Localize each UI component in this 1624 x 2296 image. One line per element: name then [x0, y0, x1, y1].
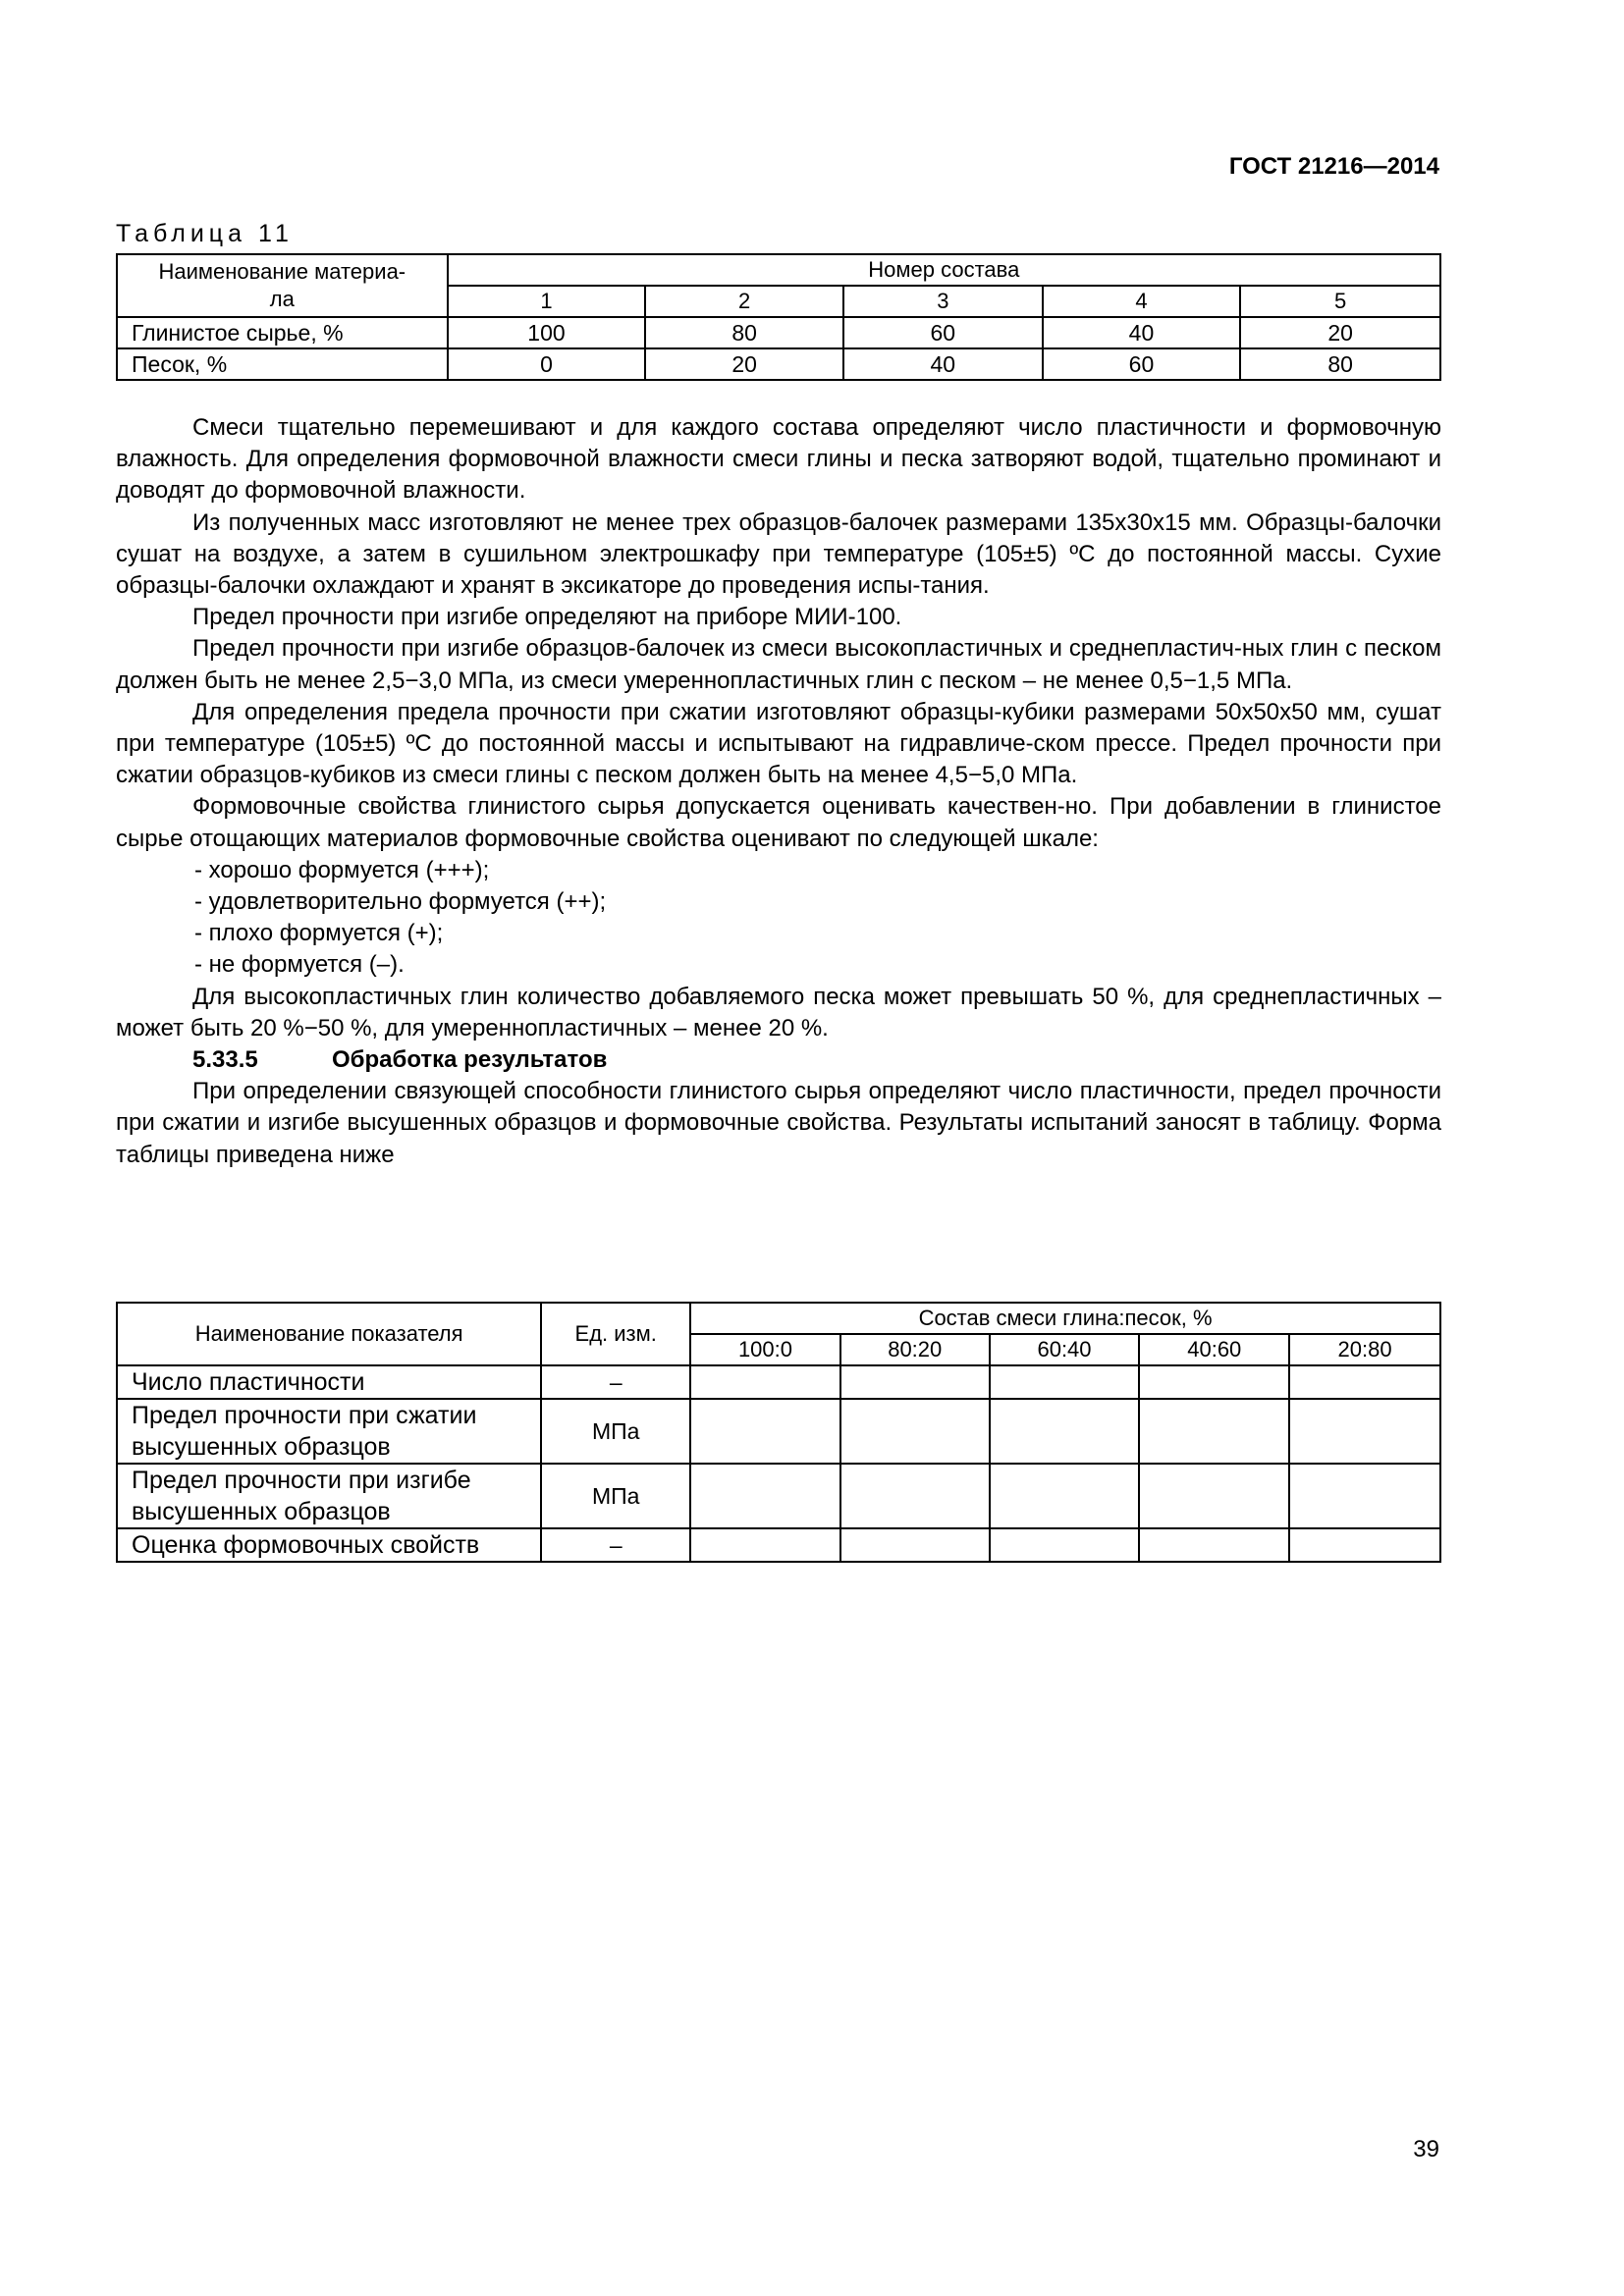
material-header [117, 254, 448, 317]
list-item: - не формуется (–). [194, 951, 405, 979]
table-cell: 40 [843, 348, 1043, 380]
composition-group-header: Номер состава [448, 254, 1440, 286]
unit-cell: – [541, 1528, 690, 1562]
table-11 [116, 253, 1441, 381]
empty-cell [1139, 1528, 1289, 1562]
empty-cell [1139, 1399, 1289, 1464]
composition-number: 4 [1043, 286, 1241, 317]
table-cell: 20 [1240, 317, 1440, 348]
composition-number: 1 [448, 286, 646, 317]
table-header-row [117, 1303, 1440, 1334]
table-cell: 60 [1043, 348, 1241, 380]
material-header-line1: Наименование материа- [158, 259, 406, 284]
ratio-header: 60:40 [990, 1334, 1140, 1365]
empty-cell [990, 1528, 1140, 1562]
composition-number: 5 [1240, 286, 1440, 317]
empty-cell [840, 1464, 990, 1528]
body-text [116, 412, 1441, 1171]
empty-cell [990, 1365, 1140, 1399]
row-label: Песок, % [117, 348, 448, 380]
paragraph: Для высокопластичных глин количество добавляемого песка может превышать 50 %, для среднепластичных – может быть 20 %−50 %, для умереннопластичных – менее 20 %. [116, 983, 1441, 1041]
list-item: - плохо формуется (+); [194, 920, 444, 947]
document-code: ГОСТ 21216—2014 [1228, 153, 1439, 180]
list-item: - хорошо формуется (+++); [194, 856, 490, 883]
empty-cell [1139, 1365, 1289, 1399]
results-table-form [116, 1302, 1441, 1563]
paragraph: Предел прочности при изгибе образцов-балочек из смеси высокопластичных и среднепластич-ных глин с песком должен быть не менее 2,5−3,0 МПа, из смеси умереннопластичных глин с песком – не менее 0,5−1,5 МПа. [116, 635, 1441, 694]
empty-cell [990, 1464, 1140, 1528]
unit-cell: МПа [541, 1464, 690, 1528]
table-cell: 20 [645, 348, 843, 380]
indicator-name-line2: высушенных образцов [132, 1433, 391, 1461]
indicator-name-line1: Предел прочности при изгибе [132, 1467, 471, 1494]
mix-group-header: Состав смеси глина:песок, % [690, 1303, 1440, 1334]
paragraph: Формовочные свойства глинистого сырья допускается оценивать качествен-но. При добавлении в глинистое сырье отощающих материалов формовочные свойства оценивают по следующей шкале: [116, 793, 1441, 852]
ratio-header: 20:80 [1289, 1334, 1440, 1365]
indicator-name-line1: Предел прочности при сжатии [132, 1402, 477, 1429]
section-number: 5.33.5 [192, 1046, 258, 1074]
composition-number: 2 [645, 286, 843, 317]
indicator-name [117, 1464, 541, 1528]
table-cell: 80 [645, 317, 843, 348]
section-title: Обработка результатов [332, 1046, 608, 1074]
table-row [117, 348, 1440, 380]
empty-cell [990, 1399, 1140, 1464]
paragraph: Предел прочности при изгибе определяют на приборе МИИ-100. [192, 604, 902, 631]
empty-cell [690, 1464, 840, 1528]
indicator-name-line2: высушенных образцов [132, 1498, 391, 1525]
table-row [117, 317, 1440, 348]
empty-cell [1139, 1464, 1289, 1528]
empty-cell [1289, 1528, 1440, 1562]
paragraph: Из полученных масс изготовляют не менее трех образцов-балочек размерами 135х30х15 мм. Образцы-балочки сушат на воздухе, а затем в сушильном электрошкафу при температуре (105±5) ºС до постоянной массы. Сухие образцы-балочки охлаждают и хранят в эксикаторе до проведения испы-тания. [116, 508, 1441, 600]
indicator-header: Наименование показателя [117, 1303, 541, 1365]
row-label: Глинистое сырье, % [117, 317, 448, 348]
unit-cell: МПа [541, 1399, 690, 1464]
indicator-name: Оценка формовочных свойств [117, 1528, 541, 1562]
ratio-header: 40:60 [1139, 1334, 1289, 1365]
table-cell: 0 [448, 348, 646, 380]
empty-cell [840, 1528, 990, 1562]
paragraph: Для определения предела прочности при сжатии изготовляют образцы-кубики размерами 50х50х50 мм, сушат при температуре (105±5) ºС до постоянной массы и испытывают на гидравличе-ском прессе. Предел прочности при сжатии образцов-кубиков из смеси глины с песком должен быть на менее 4,5−5,0 МПа. [116, 698, 1441, 789]
empty-cell [840, 1399, 990, 1464]
indicator-name: Число пластичности [117, 1365, 541, 1399]
empty-cell [690, 1528, 840, 1562]
list-item: - удовлетворительно формуется (++); [194, 888, 607, 916]
material-header-line2: ла [269, 287, 295, 311]
table-row [117, 1399, 1440, 1464]
paragraph: Смеси тщательно перемешивают и для каждого состава определяют число пластичности и формовочную влажность. Для определения формовочной влажности смеси глины и песка затворяют водой, тщательно проминают и доводят до формовочной влажности. [116, 414, 1441, 505]
table-header-row [117, 254, 1440, 286]
empty-cell [690, 1399, 840, 1464]
empty-cell [1289, 1399, 1440, 1464]
table-row [117, 1464, 1440, 1528]
page-number: 39 [1413, 2136, 1439, 2163]
ratio-header: 100:0 [690, 1334, 840, 1365]
empty-cell [840, 1365, 990, 1399]
section-heading [116, 1044, 1441, 1076]
ratio-header: 80:20 [840, 1334, 990, 1365]
indicator-name [117, 1399, 541, 1464]
composition-number: 3 [843, 286, 1043, 317]
table-cell: 80 [1240, 348, 1440, 380]
table-11-caption: Таблица 11 [116, 220, 294, 247]
table-cell: 60 [843, 317, 1043, 348]
table-row [117, 1365, 1440, 1399]
table-cell: 100 [448, 317, 646, 348]
paragraph: При определении связующей способности глинистого сырья определяют число пластичности, предел прочности при сжатии и изгибе высушенных образцов и формовочные свойства. Результаты испытаний заносят в таблицу. Форма таблицы приведена ниже [116, 1078, 1441, 1168]
empty-cell [1289, 1464, 1440, 1528]
empty-cell [1289, 1365, 1440, 1399]
table-row [117, 1528, 1440, 1562]
unit-header: Ед. изм. [541, 1303, 690, 1365]
empty-cell [690, 1365, 840, 1399]
unit-cell: – [541, 1365, 690, 1399]
table-cell: 40 [1043, 317, 1241, 348]
